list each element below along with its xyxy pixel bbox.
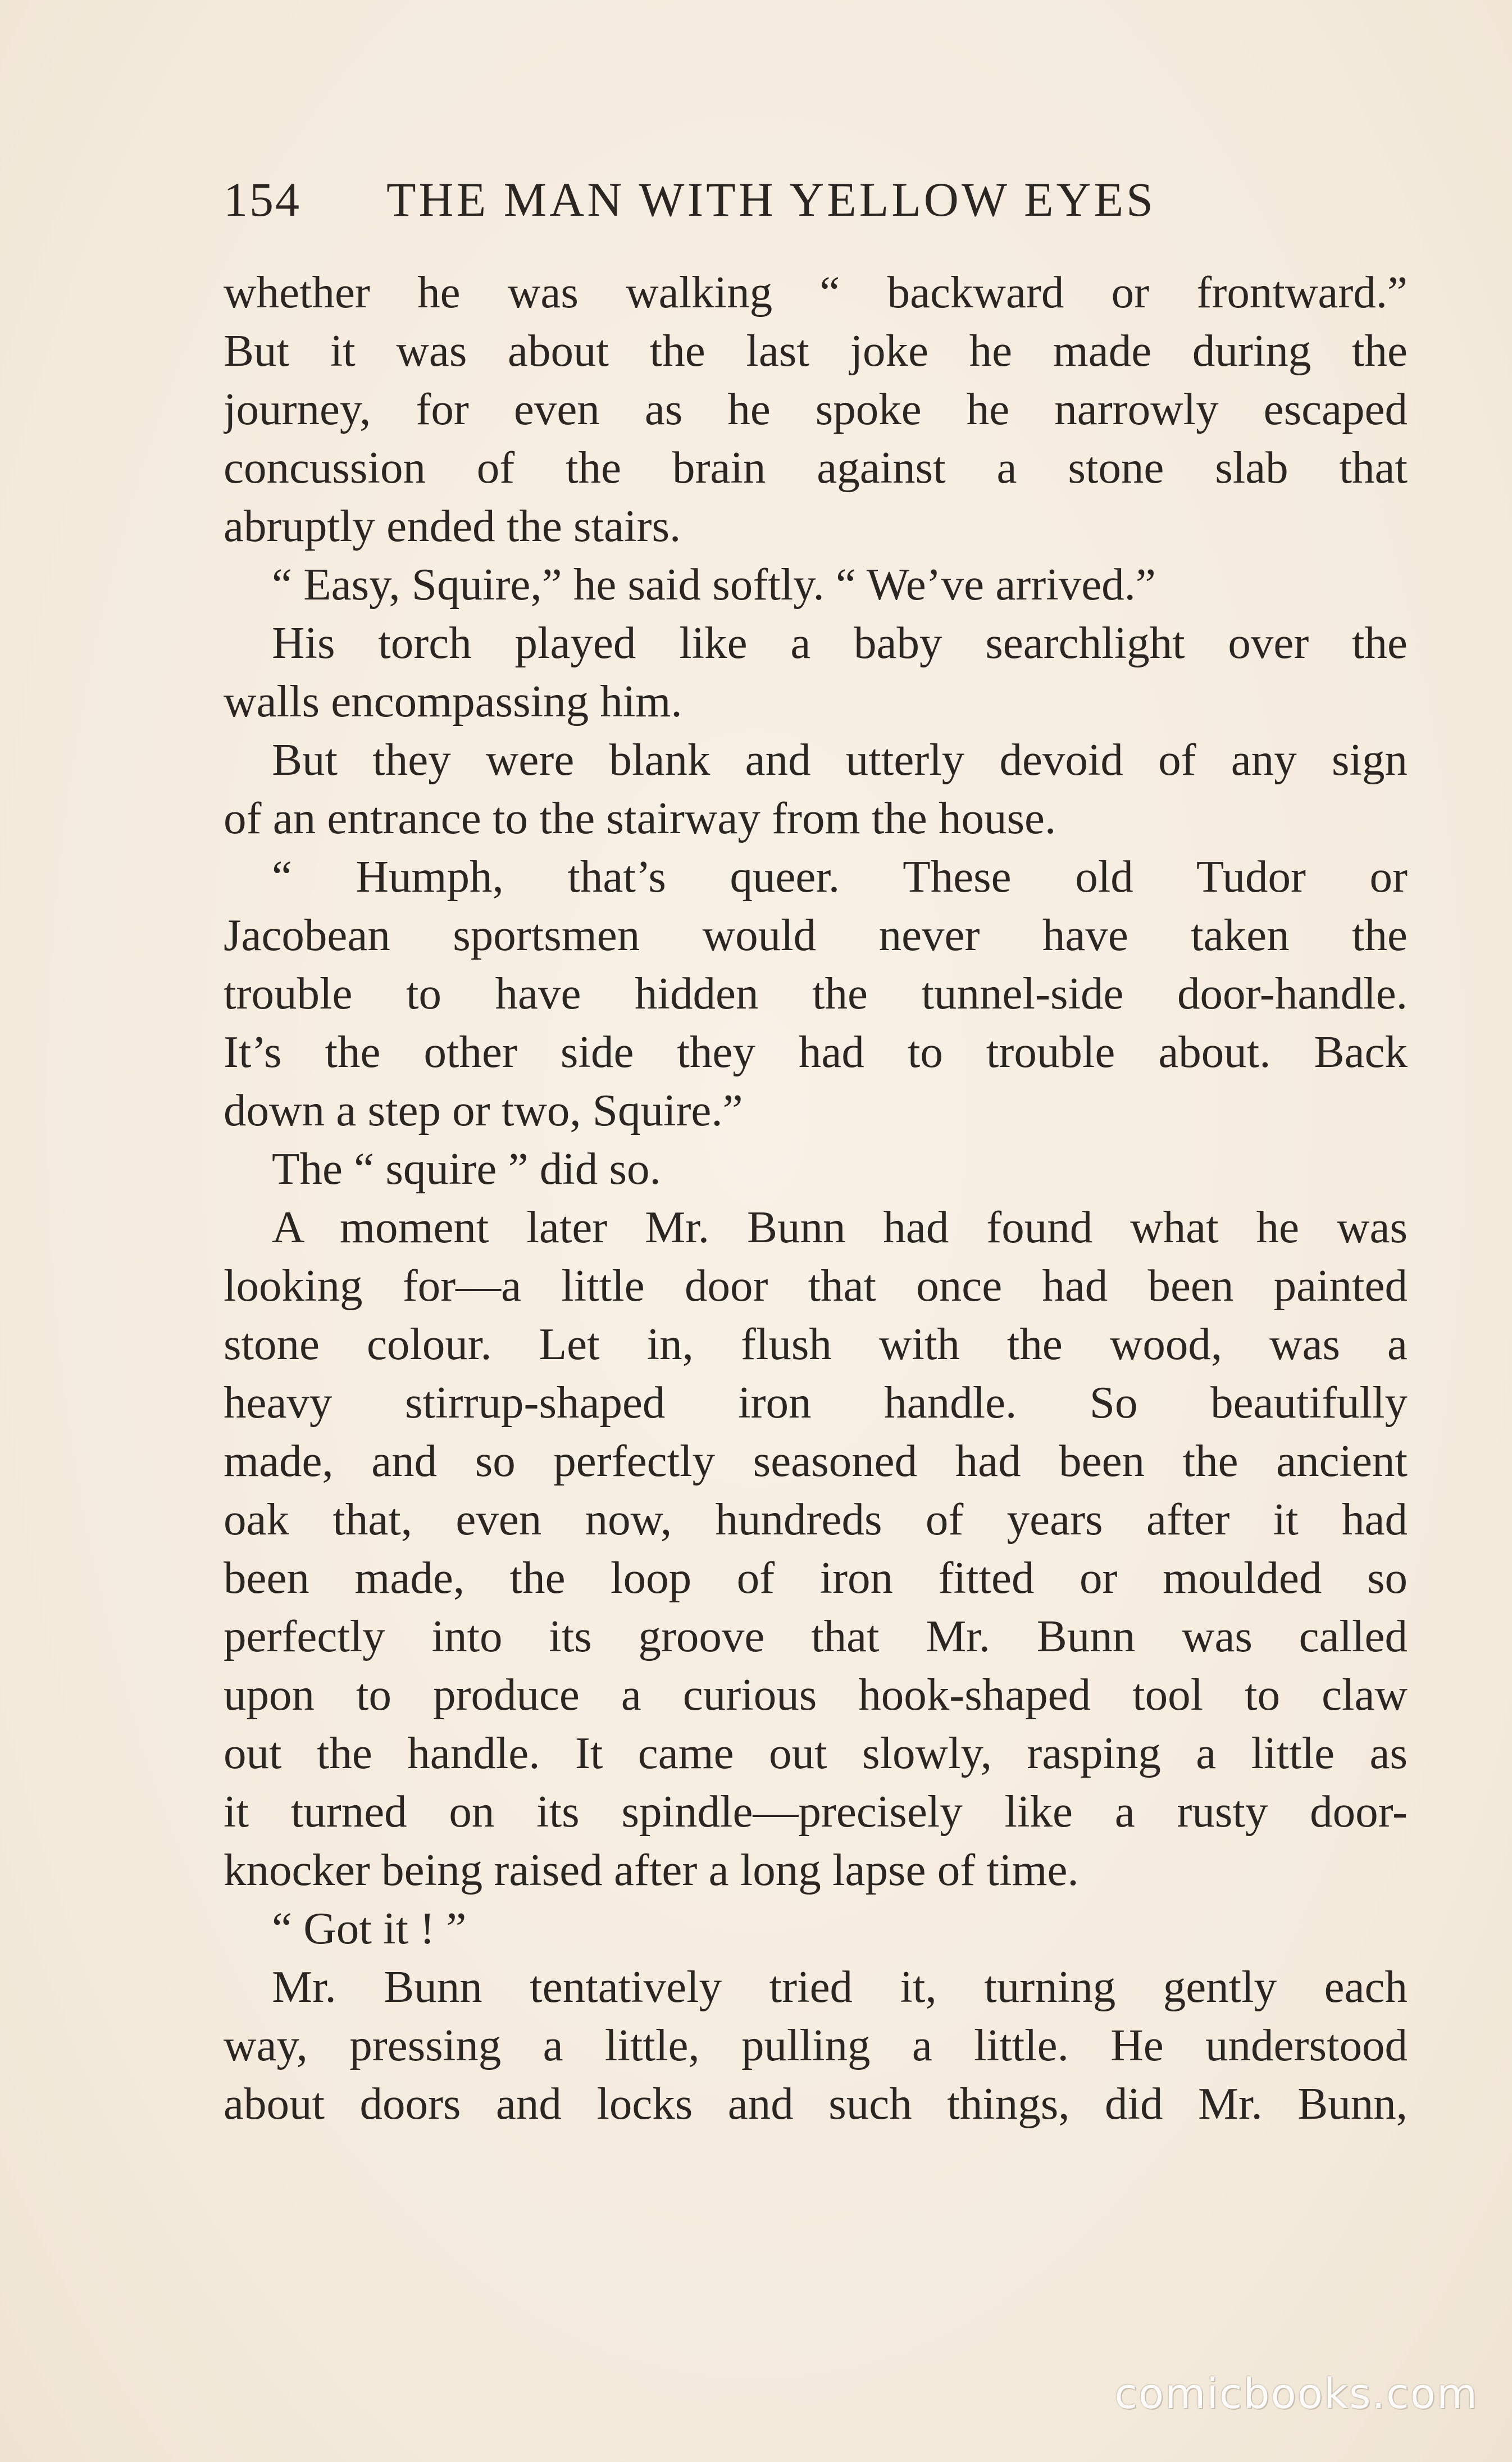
text-line: it turned on its spindle—precisely like a rusty door- [224, 1786, 1408, 1837]
text-line: journey, for even as he spoke he narrowly escaped [224, 384, 1408, 434]
text-line: been made, the loop of iron fitted or moulded so [224, 1552, 1408, 1603]
text-line: about doors and locks and such things, did Mr. Bunn, [224, 2078, 1408, 2129]
text-line: knocker being raised after a long lapse of time. [224, 1845, 1079, 1895]
text-line: perfectly into its groove that Mr. Bunn was called [224, 1611, 1408, 1661]
text-line: whether he was walking “ backward or frontward.” [224, 267, 1408, 317]
text-line: Jacobean sportsmen would never have taken the [224, 910, 1408, 960]
text-line: heavy stirrup-shaped iron handle. So beautifully [224, 1377, 1408, 1428]
body-text [224, 263, 1408, 2133]
text-line: “ Easy, Squire,” he said softly. “ We’ve arrived.” [272, 559, 1156, 610]
text-line: Mr. Bunn tentatively tried it, turning gently each [272, 1961, 1408, 2012]
text-line: down a step or two, Squire.” [224, 1085, 743, 1135]
text-line: looking for—a little door that once had been painted [224, 1260, 1408, 1311]
text-line: out the handle. It came out slowly, rasping a little as [224, 1728, 1408, 1778]
text-line: way, pressing a little, pulling a little. He understood [224, 2020, 1408, 2070]
text-line: “ Got it ! ” [272, 1903, 467, 1954]
watermark: comicbooks.com [1114, 2370, 1478, 2418]
text-line: “ Humph, that’s queer. These old Tudor or [272, 851, 1408, 902]
text-line: abruptly ended the stairs. [224, 501, 681, 551]
text-line: stone colour. Let in, flush with the wood, was a [224, 1319, 1408, 1369]
text-line: But they were blank and utterly devoid of any sign [272, 734, 1408, 785]
text-line: upon to produce a curious hook-shaped tool to claw [224, 1669, 1408, 1720]
text-line: walls encompassing him. [224, 676, 682, 726]
page-number: 154 [224, 172, 301, 226]
text-line: The “ squire ” did so. [272, 1143, 661, 1194]
text-line: oak that, even now, hundreds of years after it had [224, 1494, 1408, 1545]
text-line: made, and so perfectly seasoned had been the ancient [224, 1436, 1408, 1486]
page-header [224, 169, 1403, 230]
text-line: But it was about the last joke he made during the [224, 325, 1408, 376]
text-line: trouble to have hidden the tunnel-side door-handle. [224, 968, 1408, 1019]
text-line: of an entrance to the stairway from the house. [224, 793, 1056, 843]
running-title: THE MAN WITH YELLOW EYES [386, 172, 1156, 226]
text-line: It’s the other side they had to trouble about. Back [224, 1026, 1408, 1077]
text-line: His torch played like a baby searchlight over the [272, 617, 1408, 668]
text-line: concussion of the brain against a stone slab that [224, 442, 1408, 493]
text-line: A moment later Mr. Bunn had found what he was [272, 1202, 1408, 1252]
